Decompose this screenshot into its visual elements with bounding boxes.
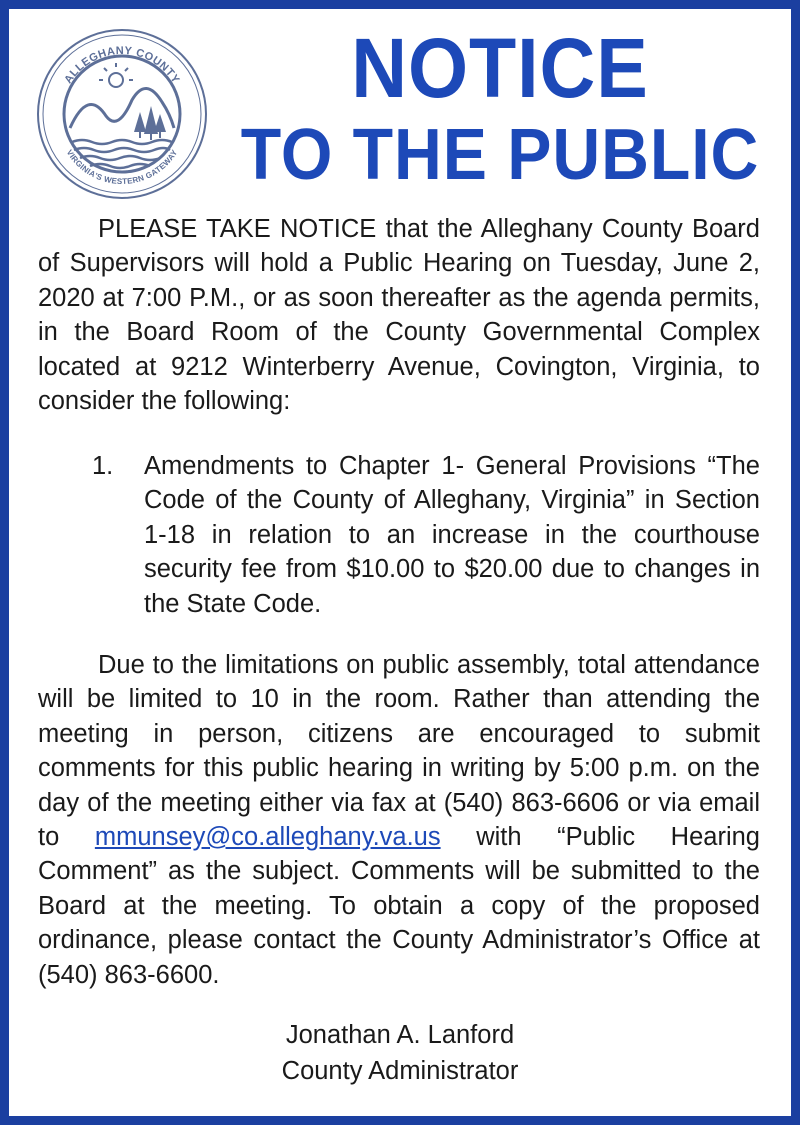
signature-title: County Administrator [281, 1057, 519, 1085]
sun-icon [99, 63, 133, 87]
headline-to-the-public: TO THE PUBLIC [240, 115, 760, 195]
notice-paragraph: PLEASE TAKE NOTICE that the Alleghany County Board of Supervisors will hold a Public Hearing on Tuesday, June 2, 2020 at 7:00 P.M., or as soon thereafter as the agenda permits, in the Board Room of the County Governmental Complex located at 9212 Winterberry Avenue, Covington, Virginia, to consider the following: [38, 215, 760, 416]
comments-text-end: with “Public Hearing Comment” as the subject. Comments will be submitted to the Board at the meeting. To obtain a copy of the proposed ordinance, please contact the County Administrator’s Office at (540) 863-6600. [38, 823, 760, 989]
email-link[interactable]: mmunsey@co.alleghany.va.us [94, 823, 441, 852]
comments-text-start: Due to the limitations on public assembly, total attendance will be limited to 10 in the room. Rather than attending the meeting in person, citizens are encouraged to submit comments for this public hearing in writing by 5:00 p.m. on the day of the meeting either via fax at (540) 863-6606 or via email to [38, 651, 760, 852]
list-item [92, 449, 760, 621]
water-waves-icon [72, 140, 172, 168]
pine-trees-icon [134, 106, 166, 140]
comments-paragraph [38, 648, 760, 992]
signature-name: Jonathan A. Lanford [285, 1021, 515, 1049]
headline-notice: NOTICE [351, 21, 649, 115]
list-item-text: Amendments to Chapter 1- General Provisions “The Code of the County of Alleghany, Virginia” in Section 1-18 in relation to an increase in the courthouse security fee from $10.00 to $20.00 due to changes in the State Code. [144, 452, 760, 618]
list-item-number: 1. [92, 452, 114, 480]
seal-bottom-text: VIRGINIA'S WESTERN GATEWAY [64, 148, 180, 187]
seal-top-text: ALLEGHANY COUNTY [62, 44, 182, 86]
county-seal-logo [36, 28, 208, 200]
